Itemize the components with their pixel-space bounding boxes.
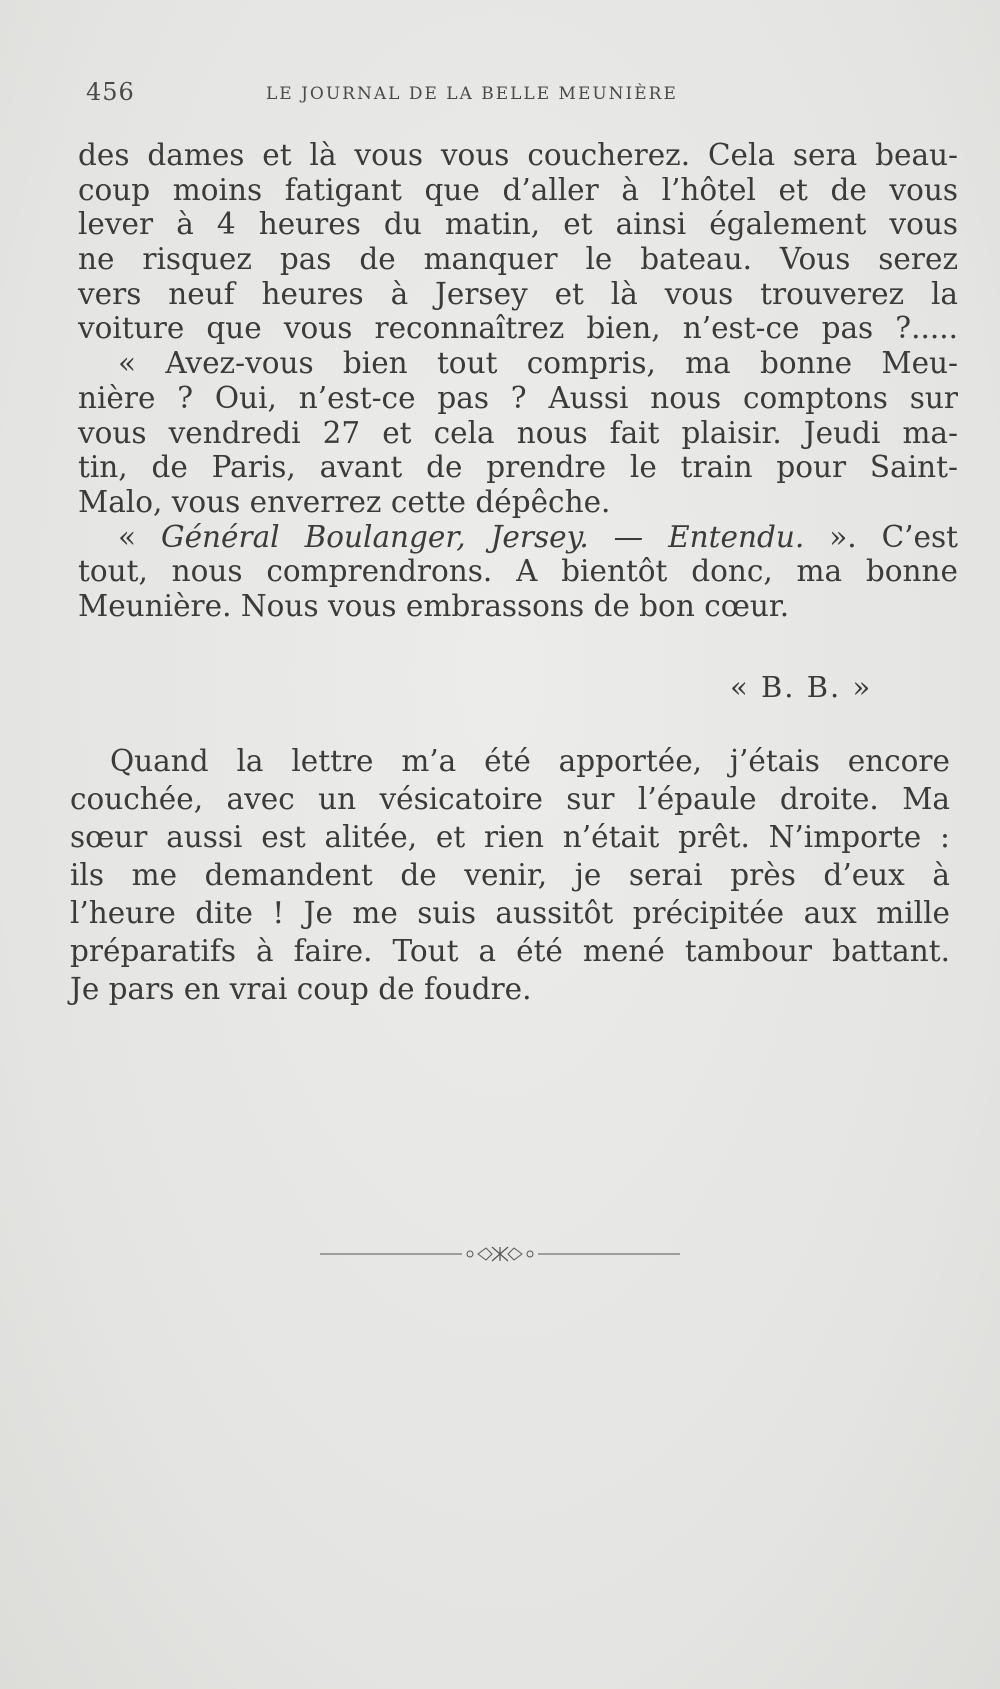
text-line: vous vendredi 27 et cela nous fait plaisir. Jeudi ma- <box>78 415 958 450</box>
letter-text <box>78 138 958 624</box>
telegram-line <box>78 520 958 555</box>
text-line: « Avez-vous bien tout compris, ma bonne Meu- <box>118 346 958 381</box>
text-line: Quand la lettre m’a été apportée, j’étais encore <box>110 744 950 778</box>
telegram-close: ». C’est <box>804 519 958 554</box>
text-line: l’heure dite ! Je me suis aussitôt précipitée aux mille <box>70 896 950 930</box>
text-line: lever à 4 heures du matin, et ainsi également vous <box>78 207 958 242</box>
text-line: ils me demandent de venir, je serai près d’eux à <box>70 858 950 892</box>
text-line: coup moins fatigant que d’aller à l’hôtel et de vous <box>78 172 958 207</box>
text-line: tout, nous comprendrons. A bientôt donc, ma bonne <box>78 554 958 589</box>
letter-signature: « B. B. » <box>730 670 873 704</box>
text-line: tin, de Paris, avant de prendre le train pour Saint- <box>78 450 958 485</box>
text-line: Malo, vous enverrez cette dépêche. <box>78 484 611 519</box>
telegram-open-quote: « <box>118 519 162 554</box>
page-header <box>86 78 946 108</box>
text-line: couchée, avec un vésicatoire sur l’épaule droite. Ma <box>70 782 950 816</box>
text-line: ne risquez pas de manquer le bateau. Vous serez <box>78 242 958 277</box>
text-line: préparatifs à faire. Tout a été mené tambour battant. <box>70 934 950 968</box>
text-line: vers neuf heures à Jersey et là vous trouverez la <box>78 276 958 311</box>
page-number: 456 <box>86 78 135 106</box>
fleuron-ornament-icon <box>320 1244 680 1264</box>
text-line: voiture que vous reconnaîtrez bien, n’est-ce pas ?..... <box>78 311 958 346</box>
text-line: Je pars en vrai coup de foudre. <box>70 972 532 1006</box>
running-title: LE JOURNAL DE LA BELLE MEUNIÈRE <box>266 84 678 104</box>
telegram-text: Général Boulanger, Jersey. — Entendu. <box>161 519 805 554</box>
text-line: sœur aussi est alitée, et rien n’était prêt. N’importe : <box>70 820 950 854</box>
text-line: nière ? Oui, n’est-ce pas ? Aussi nous comptons sur <box>78 380 958 415</box>
narrative-paragraph <box>70 742 950 1008</box>
text-line: Meunière. Nous vous embrassons de bon cœur. <box>78 588 790 623</box>
text-line: des dames et là vous vous coucherez. Cela sera beau- <box>78 138 958 172</box>
